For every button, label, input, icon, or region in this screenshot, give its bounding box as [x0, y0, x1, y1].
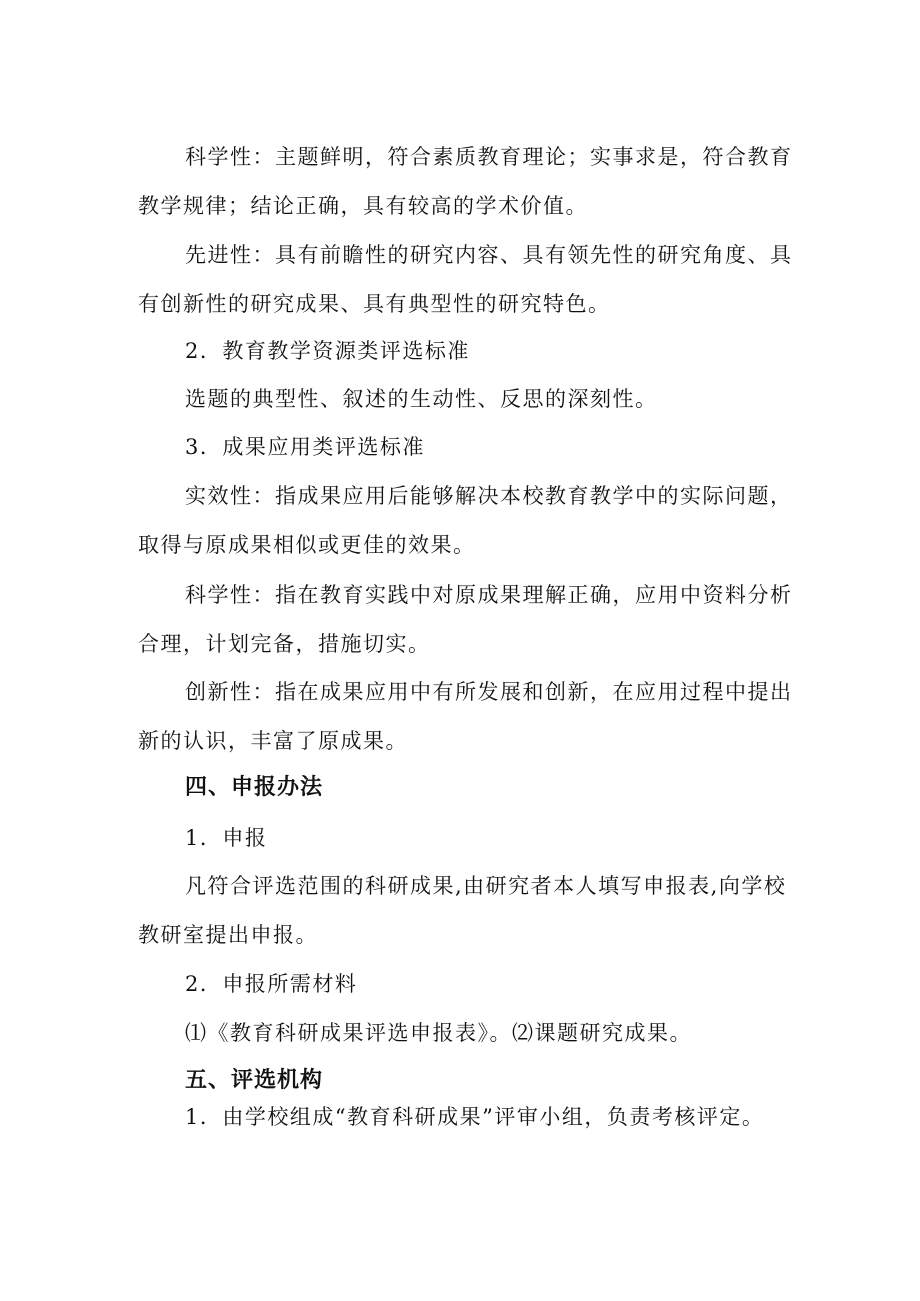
- paragraph-application-scientific: 科学性：指在教育实践中对原成果理解正确，应用中资料分析合理，计划完备，措施切实。: [138, 583, 793, 656]
- paragraph-materials-list: ⑴《教育科研成果评选申报表》。⑵课题研究成果。: [185, 1021, 692, 1045]
- paragraph-scientific: 科学性：主题鲜明，符合素质教育理论；实事求是，符合教育教学规律；结论正确，具有较高的学术价值。: [138, 145, 793, 218]
- section-heading-application-method: 四、申报办法: [185, 775, 324, 800]
- subheading-resources-standard: 2．教育教学资源类评选标准: [185, 339, 470, 363]
- subheading-declare: 1．申报: [185, 826, 268, 850]
- paragraph-innovation: 创新性：指在成果应用中有所发展和创新，在应用过程中提出新的认识，丰富了原成果。: [138, 680, 793, 753]
- paragraph-resources-criteria: 选题的典型性、叙述的生动性、反思的深刻性。: [185, 387, 658, 411]
- paragraph-declare-procedure: 凡符合评选范围的科研成果,由研究者本人填写申报表,向学校教研室提出申报。: [138, 874, 787, 947]
- subheading-application-standard: 3．成果应用类评选标准: [185, 435, 425, 459]
- paragraph-effectiveness: 实效性：指成果应用后能够解决本校教育教学中的实际问题，取得与原成果相似或更佳的效果。: [138, 484, 793, 557]
- paragraph-review-group: 1．由学校组成“教育科研成果”评审小组，负责考核评定。: [185, 1105, 765, 1129]
- paragraph-advanced: 先进性：具有前瞻性的研究内容、具有领先性的研究角度、具有创新性的研究成果、具有典型性的研究特色。: [138, 243, 793, 316]
- subheading-required-materials: 2．申报所需材料: [185, 972, 358, 996]
- section-heading-review-body: 五、评选机构: [185, 1068, 324, 1093]
